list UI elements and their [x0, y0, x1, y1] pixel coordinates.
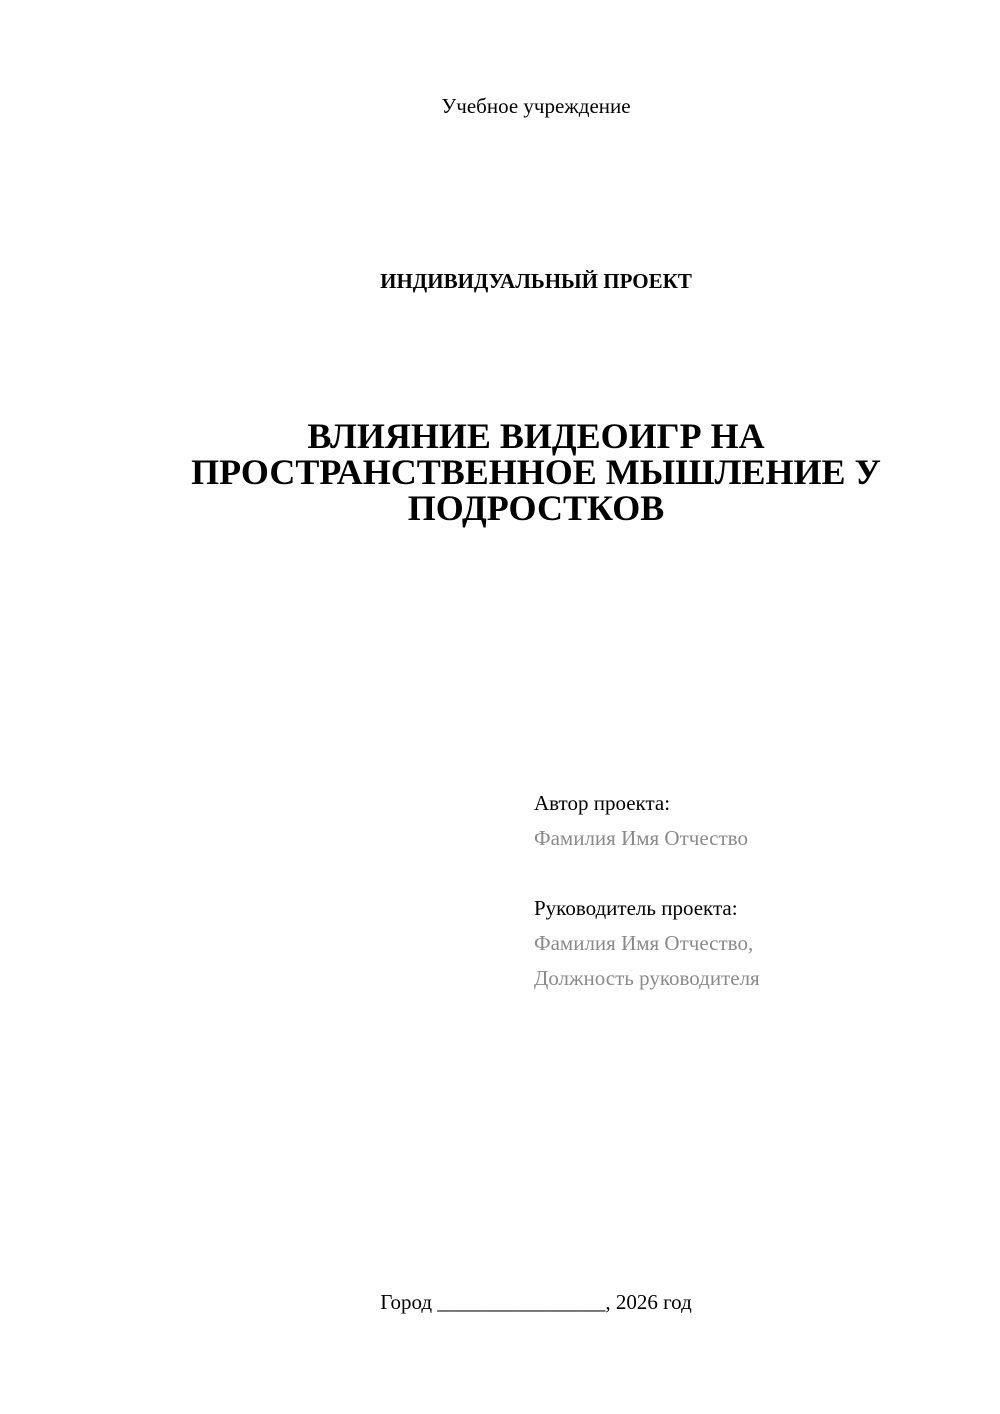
author-block	[534, 786, 974, 856]
author-name: Фамилия Имя Отчество	[534, 826, 748, 850]
project-type-heading: ИНДИВИДУАЛЬНЫЙ ПРОЕКТ	[380, 269, 692, 293]
supervisor-label: Руководитель проекта:	[534, 896, 738, 920]
city-year-footer: Город ________________, 2026 год	[380, 1290, 692, 1314]
supervisor-block	[534, 891, 974, 996]
institution-name: Учебное учреждение	[441, 94, 631, 118]
supervisor-position: Должность руководителя	[534, 966, 760, 990]
supervisor-name: Фамилия Имя Отчество,	[534, 931, 754, 955]
project-title	[150, 418, 922, 526]
project-title-line-1: ВЛИЯНИЕ ВИДЕОИГР НА	[307, 416, 765, 456]
project-title-line-3: ПОДРОСТКОВ	[407, 488, 665, 528]
author-label: Автор проекта:	[534, 791, 671, 815]
project-title-line-2: ПРОСТРАНСТВЕННОЕ МЫШЛЕНИЕ У	[191, 452, 881, 492]
